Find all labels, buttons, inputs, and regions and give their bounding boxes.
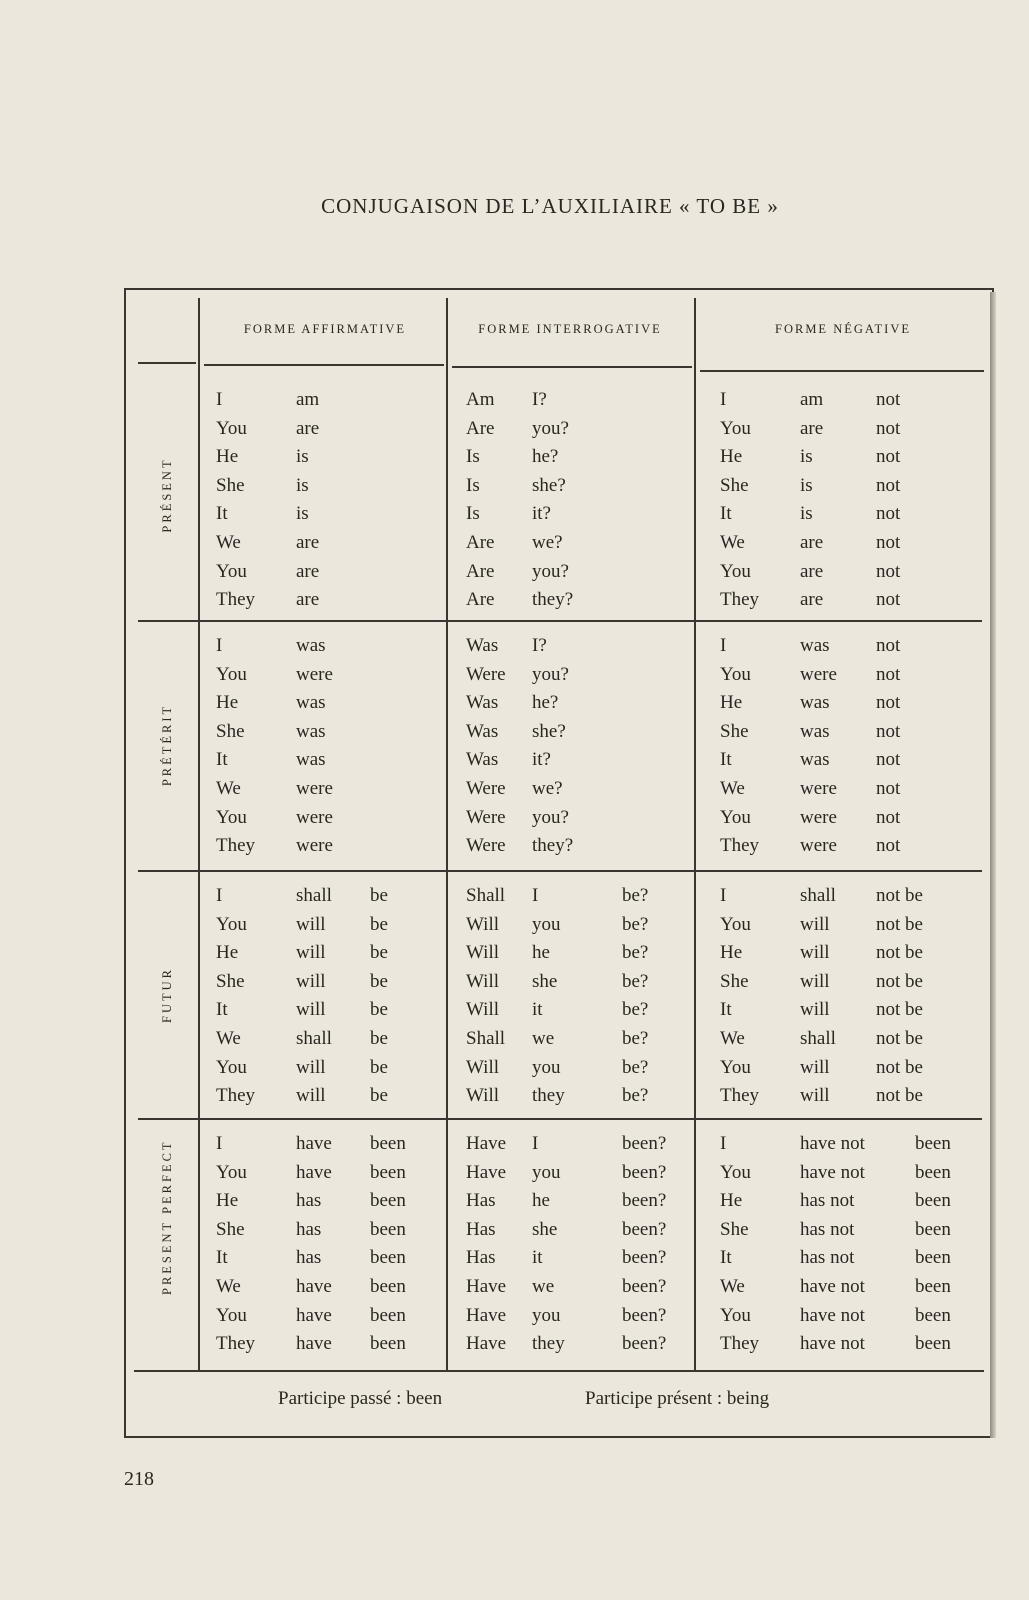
negative-cell: I: [720, 1133, 727, 1154]
interrogative-cell: Were: [466, 835, 506, 857]
affirmative-cell: be: [370, 913, 388, 935]
affirmative-cell: be: [370, 970, 388, 992]
interrogative-cell: Was: [466, 692, 499, 714]
affirmative-cell: are: [296, 532, 320, 553]
section-separator: [138, 1118, 982, 1120]
negative-cell: will: [800, 942, 830, 964]
affirmative-cell: I: [216, 389, 223, 410]
negative-cell: not: [876, 389, 901, 410]
interrogative-cell: Am: [466, 389, 495, 410]
negative-cell: was: [800, 635, 830, 656]
interrogative-cell: been?: [622, 1190, 667, 1212]
interrogative-cell: you: [532, 1161, 561, 1183]
interrogative-cell: I?: [532, 389, 547, 410]
interrogative-cell: Will: [466, 1085, 500, 1107]
affirmative-cell: were: [296, 835, 333, 857]
interrogative-cell: we: [532, 1028, 555, 1049]
negative-cell: not: [876, 720, 901, 742]
affirmative-cell: been: [370, 1190, 406, 1212]
negative-cell: not: [876, 778, 901, 799]
interrogative-cell: be?: [622, 1028, 649, 1049]
interrogative-cell: it: [532, 1247, 543, 1269]
negative-cell: are: [800, 532, 824, 553]
negative-cell: been: [915, 1133, 951, 1154]
negative-cell: has not: [800, 1218, 855, 1240]
negative-cell: not be: [876, 999, 923, 1021]
negative-cell: have not: [800, 1304, 865, 1326]
interrogative-cell: Were: [466, 778, 506, 799]
negative-cell: not be: [876, 1056, 923, 1078]
negative-cell: not: [876, 692, 901, 714]
negative-cell: are: [800, 417, 824, 439]
negative-cell: They: [720, 1085, 760, 1107]
affirmative-cell: I: [216, 885, 223, 906]
affirmative-cell: be: [370, 1056, 388, 1078]
interrogative-cell: Were: [466, 806, 506, 828]
affirmative-cell: It: [216, 503, 228, 525]
participe-passe: Participe passé : been: [278, 1388, 443, 1409]
negative-cell: She: [720, 970, 749, 992]
interrogative-cell: I: [532, 1133, 539, 1154]
negative-cell: have not: [800, 1133, 865, 1154]
affirmative-cell: You: [216, 417, 247, 439]
interrogative-cell: he: [532, 942, 550, 964]
interrogative-cell: Will: [466, 999, 500, 1021]
affirmative-cell: were: [296, 806, 333, 828]
affirmative-cell: has: [296, 1190, 322, 1212]
negative-cell: been: [915, 1161, 951, 1183]
affirmative-cell: were: [296, 778, 333, 799]
interrogative-cell: been?: [622, 1247, 667, 1269]
interrogative-cell: he?: [532, 446, 559, 468]
negative-cell: not: [876, 417, 901, 439]
interrogative-cell: be?: [622, 1056, 649, 1078]
section-separator: [138, 870, 982, 872]
affirmative-cell: has: [296, 1218, 322, 1240]
interrogative-cell: they: [532, 1333, 565, 1355]
affirmative-cell: We: [216, 778, 241, 799]
interrogative-cell: she?: [532, 720, 566, 742]
negative-cell: I: [720, 389, 727, 410]
negative-cell: not: [876, 532, 901, 553]
negative-cell: We: [720, 532, 745, 553]
interrogative-cell: Have: [466, 1161, 507, 1183]
affirmative-cell: have: [296, 1304, 332, 1326]
negative-cell: was: [800, 692, 830, 714]
negative-cell: They: [720, 835, 760, 857]
negative-cell: was: [800, 749, 830, 771]
column-divider-affirmative: [446, 298, 448, 1370]
affirmative-cell: been: [370, 1276, 406, 1297]
affirmative-cell: was: [296, 692, 326, 714]
affirmative-cell: been: [370, 1247, 406, 1269]
negative-cell: not be: [876, 885, 923, 906]
affirmative-cell: We: [216, 1276, 241, 1297]
affirmative-cell: be: [370, 1085, 388, 1107]
interrogative-cell: Will: [466, 913, 500, 935]
affirmative-cell: will: [296, 970, 326, 992]
affirmative-cell: been: [370, 1333, 406, 1355]
negative-cell: not: [876, 474, 901, 496]
affirmative-cell: You: [216, 663, 247, 685]
interrogative-cell: Are: [466, 560, 495, 582]
affirmative-cell: You: [216, 1056, 247, 1078]
page-edge-shadow: [990, 292, 996, 1438]
negative-cell: We: [720, 1028, 745, 1049]
negative-cell: You: [720, 560, 751, 582]
affirmative-cell: been: [370, 1218, 406, 1240]
interrogative-cell: Will: [466, 1056, 500, 1078]
interrogative-cell: Are: [466, 532, 495, 553]
interrogative-cell: Are: [466, 589, 495, 611]
affirmative-cell: He: [216, 942, 239, 964]
negative-cell: was: [800, 720, 830, 742]
negative-cell: He: [720, 692, 743, 714]
interrogative-cell: Will: [466, 970, 500, 992]
affirmative-cell: They: [216, 1333, 256, 1355]
negative-cell: were: [800, 663, 837, 685]
interrogative-cell: it?: [532, 749, 551, 771]
interrogative-cell: you?: [532, 417, 569, 439]
header-rule: [700, 370, 984, 372]
negative-cell: will: [800, 1085, 830, 1107]
column-header-interrogative: FORME INTERROGATIVE: [478, 322, 662, 336]
affirmative-cell: been: [370, 1161, 406, 1183]
negative-cell: You: [720, 806, 751, 828]
negative-cell: not: [876, 806, 901, 828]
negative-cell: You: [720, 663, 751, 685]
negative-cell: not be: [876, 1085, 923, 1107]
affirmative-cell: have: [296, 1161, 332, 1183]
negative-cell: were: [800, 835, 837, 857]
interrogative-cell: we?: [532, 778, 563, 799]
negative-cell: been: [915, 1190, 951, 1212]
section-label: PRESENT PERFECT: [160, 1139, 174, 1295]
negative-cell: We: [720, 778, 745, 799]
interrogative-cell: they?: [532, 589, 574, 611]
interrogative-cell: Shall: [466, 1028, 506, 1049]
negative-cell: has not: [800, 1247, 855, 1269]
negative-cell: will: [800, 999, 830, 1021]
interrogative-cell: be?: [622, 1085, 649, 1107]
negative-cell: You: [720, 1304, 751, 1326]
page-title: CONJUGAISON DE L’AUXILIAIRE « TO BE »: [321, 194, 779, 218]
negative-cell: She: [720, 720, 749, 742]
interrogative-cell: been?: [622, 1218, 667, 1240]
affirmative-cell: They: [216, 589, 256, 611]
interrogative-cell: you?: [532, 560, 569, 582]
negative-cell: It: [720, 999, 732, 1021]
page-number: 218: [124, 1468, 154, 1490]
affirmative-cell: It: [216, 1247, 228, 1269]
negative-cell: She: [720, 474, 749, 496]
negative-cell: been: [915, 1218, 951, 1240]
interrogative-cell: Is: [466, 503, 480, 525]
negative-cell: has not: [800, 1190, 855, 1212]
interrogative-cell: they: [532, 1085, 565, 1107]
negative-cell: been: [915, 1304, 951, 1326]
affirmative-cell: am: [296, 389, 320, 410]
affirmative-cell: shall: [296, 885, 332, 906]
column-divider-interrogative: [694, 298, 696, 1370]
interrogative-cell: Shall: [466, 885, 506, 906]
affirmative-cell: You: [216, 913, 247, 935]
affirmative-cell: have: [296, 1276, 332, 1297]
interrogative-cell: been?: [622, 1133, 667, 1154]
affirmative-cell: I: [216, 635, 223, 656]
negative-cell: She: [720, 1218, 749, 1240]
negative-cell: will: [800, 913, 830, 935]
affirmative-cell: are: [296, 417, 320, 439]
interrogative-cell: she: [532, 1218, 558, 1240]
affirmative-cell: He: [216, 1190, 239, 1212]
header-rule: [204, 364, 444, 366]
negative-cell: He: [720, 1190, 743, 1212]
conjugation-table: [124, 288, 994, 1438]
negative-cell: not be: [876, 970, 923, 992]
interrogative-cell: Have: [466, 1276, 507, 1297]
negative-cell: You: [720, 913, 751, 935]
interrogative-cell: he: [532, 1190, 550, 1212]
column-divider-label: [198, 298, 200, 1370]
interrogative-cell: she?: [532, 474, 566, 496]
participe-present: Participe présent : being: [585, 1388, 770, 1409]
affirmative-cell: was: [296, 635, 326, 656]
interrogative-cell: I: [532, 885, 539, 906]
negative-cell: not be: [876, 913, 923, 935]
interrogative-cell: be?: [622, 913, 649, 935]
negative-cell: were: [800, 806, 837, 828]
section-label: FUTUR: [160, 967, 174, 1023]
negative-cell: not: [876, 589, 901, 611]
negative-cell: not be: [876, 1028, 923, 1049]
negative-cell: not: [876, 446, 901, 468]
section-label: PRÉTÉRIT: [160, 703, 174, 787]
interrogative-cell: Is: [466, 446, 480, 468]
affirmative-cell: You: [216, 806, 247, 828]
negative-cell: He: [720, 446, 743, 468]
affirmative-cell: She: [216, 720, 245, 742]
interrogative-cell: he?: [532, 692, 559, 714]
interrogative-cell: been?: [622, 1276, 667, 1297]
negative-cell: It: [720, 503, 732, 525]
negative-cell: is: [800, 446, 813, 468]
interrogative-cell: we: [532, 1276, 555, 1297]
affirmative-cell: was: [296, 720, 326, 742]
negative-cell: shall: [800, 885, 836, 906]
affirmative-cell: She: [216, 1218, 245, 1240]
affirmative-cell: He: [216, 692, 239, 714]
interrogative-cell: be?: [622, 999, 649, 1021]
negative-cell: have not: [800, 1276, 865, 1297]
affirmative-cell: will: [296, 1085, 326, 1107]
affirmative-cell: She: [216, 970, 245, 992]
negative-cell: You: [720, 1161, 751, 1183]
affirmative-cell: She: [216, 474, 245, 496]
interrogative-cell: I?: [532, 635, 547, 656]
interrogative-cell: it: [532, 999, 543, 1021]
interrogative-cell: they?: [532, 835, 574, 857]
affirmative-cell: are: [296, 560, 320, 582]
interrogative-cell: been?: [622, 1304, 667, 1326]
interrogative-cell: Has: [466, 1190, 496, 1212]
header-rule: [138, 362, 196, 364]
interrogative-cell: Has: [466, 1218, 496, 1240]
interrogative-cell: you: [532, 1056, 561, 1078]
negative-cell: They: [720, 589, 760, 611]
negative-cell: will: [800, 970, 830, 992]
negative-cell: They: [720, 1333, 760, 1355]
affirmative-cell: will: [296, 999, 326, 1021]
negative-cell: You: [720, 1056, 751, 1078]
affirmative-cell: It: [216, 999, 228, 1021]
affirmative-cell: I: [216, 1133, 223, 1154]
affirmative-cell: will: [296, 913, 326, 935]
negative-cell: were: [800, 778, 837, 799]
section-label: PRÉSENT: [160, 457, 174, 533]
negative-cell: am: [800, 389, 824, 410]
negative-cell: not: [876, 835, 901, 857]
column-header-negative: FORME NÉGATIVE: [775, 322, 911, 336]
affirmative-cell: We: [216, 532, 241, 553]
affirmative-cell: It: [216, 749, 228, 771]
affirmative-cell: be: [370, 1028, 388, 1049]
affirmative-cell: has: [296, 1247, 322, 1269]
interrogative-cell: you: [532, 1304, 561, 1326]
affirmative-cell: will: [296, 942, 326, 964]
interrogative-cell: it?: [532, 503, 551, 525]
interrogative-cell: been?: [622, 1161, 667, 1183]
negative-cell: not be: [876, 942, 923, 964]
interrogative-cell: we?: [532, 532, 563, 553]
negative-cell: is: [800, 474, 813, 496]
negative-cell: will: [800, 1056, 830, 1078]
interrogative-cell: Have: [466, 1304, 507, 1326]
negative-cell: are: [800, 560, 824, 582]
negative-cell: been: [915, 1247, 951, 1269]
negative-cell: not: [876, 560, 901, 582]
negative-cell: It: [720, 1247, 732, 1269]
interrogative-cell: you?: [532, 806, 569, 828]
affirmative-cell: be: [370, 885, 388, 906]
interrogative-cell: be?: [622, 885, 649, 906]
interrogative-cell: Was: [466, 749, 499, 771]
footer-separator: [134, 1370, 984, 1372]
interrogative-cell: Were: [466, 663, 506, 685]
affirmative-cell: You: [216, 1161, 247, 1183]
interrogative-cell: Are: [466, 417, 495, 439]
affirmative-cell: is: [296, 503, 309, 525]
interrogative-cell: be?: [622, 970, 649, 992]
negative-cell: have not: [800, 1333, 865, 1355]
negative-cell: I: [720, 635, 727, 656]
negative-cell: not: [876, 635, 901, 656]
affirmative-cell: You: [216, 560, 247, 582]
negative-cell: not: [876, 503, 901, 525]
affirmative-cell: is: [296, 474, 309, 496]
header-rule: [452, 366, 692, 368]
affirmative-cell: They: [216, 1085, 256, 1107]
affirmative-cell: shall: [296, 1028, 332, 1049]
interrogative-cell: you: [532, 913, 561, 935]
interrogative-cell: Was: [466, 635, 499, 656]
negative-cell: shall: [800, 1028, 836, 1049]
column-header-affirmative: FORME AFFIRMATIVE: [243, 322, 407, 336]
affirmative-cell: will: [296, 1056, 326, 1078]
negative-cell: You: [720, 417, 751, 439]
affirmative-cell: You: [216, 1304, 247, 1326]
negative-cell: not: [876, 663, 901, 685]
interrogative-cell: be?: [622, 942, 649, 964]
negative-cell: It: [720, 749, 732, 771]
interrogative-cell: you?: [532, 663, 569, 685]
affirmative-cell: was: [296, 749, 326, 771]
negative-cell: have not: [800, 1161, 865, 1183]
negative-cell: is: [800, 503, 813, 525]
negative-cell: been: [915, 1333, 951, 1355]
interrogative-cell: Will: [466, 942, 500, 964]
affirmative-cell: They: [216, 835, 256, 857]
interrogative-cell: Have: [466, 1133, 507, 1154]
affirmative-cell: He: [216, 446, 239, 468]
affirmative-cell: have: [296, 1333, 332, 1355]
interrogative-cell: Have: [466, 1333, 507, 1355]
affirmative-cell: were: [296, 663, 333, 685]
affirmative-cell: be: [370, 942, 388, 964]
negative-cell: He: [720, 942, 743, 964]
affirmative-cell: have: [296, 1133, 332, 1154]
interrogative-cell: she: [532, 970, 558, 992]
negative-cell: I: [720, 885, 727, 906]
affirmative-cell: been: [370, 1133, 406, 1154]
interrogative-cell: been?: [622, 1333, 667, 1355]
negative-cell: not: [876, 749, 901, 771]
affirmative-cell: be: [370, 999, 388, 1021]
affirmative-cell: We: [216, 1028, 241, 1049]
interrogative-cell: Has: [466, 1247, 496, 1269]
section-separator: [138, 620, 982, 622]
interrogative-cell: Was: [466, 720, 499, 742]
interrogative-cell: Is: [466, 474, 480, 496]
affirmative-cell: been: [370, 1304, 406, 1326]
negative-cell: are: [800, 589, 824, 611]
negative-cell: been: [915, 1276, 951, 1297]
affirmative-cell: are: [296, 589, 320, 611]
negative-cell: We: [720, 1276, 745, 1297]
affirmative-cell: is: [296, 446, 309, 468]
